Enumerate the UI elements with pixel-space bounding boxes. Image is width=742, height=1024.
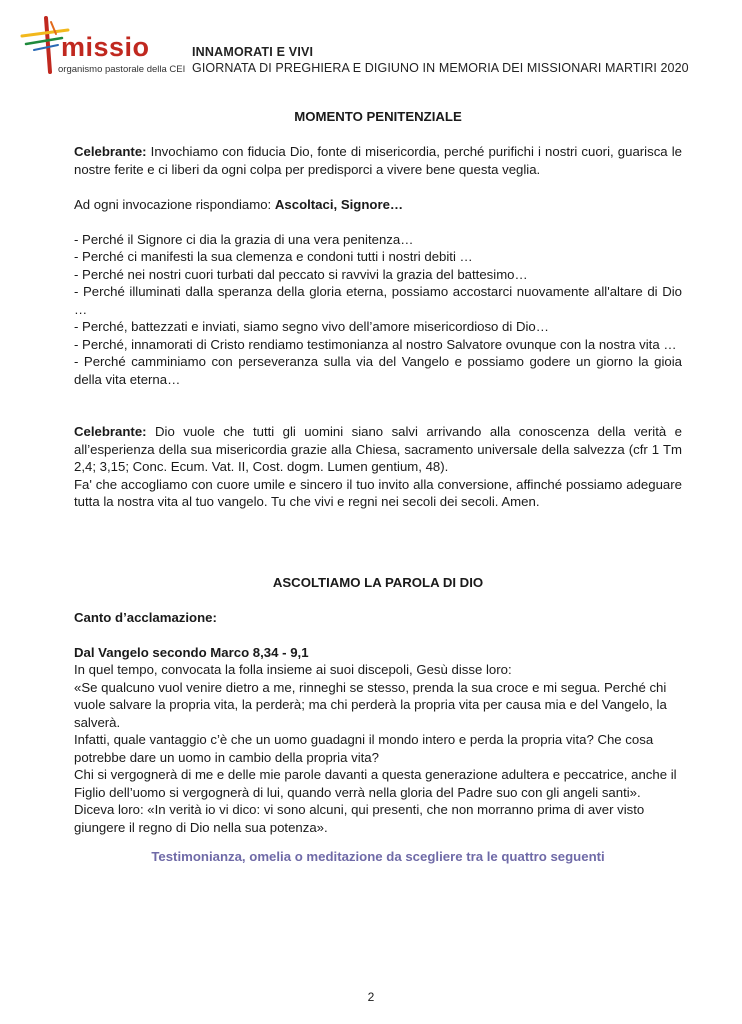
celebrant-text: Dio vuole che tutti gli uomini siano salvi arrivando alla conoscenza della verità e all’esperienza della sua misericordia grazie alla Chiesa, sacramento universale della salvezza (cfr 1 Tm 2,4; 3,15; Conc. Ecum. Vat. II, Cost. dogm. Lumen gentium, 48). — [74, 424, 682, 474]
page-number: 2 — [367, 990, 375, 1004]
response-line — [74, 196, 682, 214]
invocation-item: - Perché, battezzati e inviati, siamo segno vivo dell’amore misericordioso di Dio… — [74, 319, 549, 334]
celebrant-paragraph — [74, 143, 682, 178]
page-header — [18, 14, 728, 80]
invocation-item: - Perché il Signore ci dia la grazia di una vera penitenza… — [74, 231, 414, 247]
gospel-paragraph: Chi si vergognerà di me e delle mie parole davanti a questa generazione adultera e peccatrice, anche il Figlio dell’uomo si vergognerà di lui, quando verrà nella gloria del Padre suo con gli angeli santi». — [74, 767, 677, 800]
logo-subtitle: organismo pastorale della CEI — [58, 64, 186, 75]
gospel-paragraph: Diceva loro: «In verità io vi dico: vi sono alcuni, qui presenti, che non morranno prima di aver visto giungere il regno di Dio nella sua potenza». — [74, 802, 645, 835]
celebrant-text: Invochiamo con fiducia Dio, fonte di misericordia, perché purifichi i nostri cuori, guarisca le nostre ferite e ci liberi da ogni colpa per predisporci a vivere bene questa veglia. — [74, 144, 682, 177]
invocation-item: - Perché nei nostri cuori turbati dal peccato si ravvivi la grazia del battesimo… — [74, 266, 528, 282]
logo-wordmark: missio — [61, 32, 150, 62]
gospel-paragraph: Infatti, quale vantaggio c’è che un uomo guadagni il mondo intero e perda la propria vita? Che cosa potrebbe dare un uomo in cambio della propria vita? — [74, 732, 654, 765]
gospel-paragraph: In quel tempo, convocata la folla insieme ai suoi discepoli, Gesù disse loro: — [74, 662, 512, 677]
invocation-item: - Perché illuminati dalla speranza della gloria eterna, possiamo accostarci nuovamente all'altare di Dio … — [74, 284, 682, 317]
title-line-2: GIORNATA DI PREGHIERA E DIGIUNO IN MEMORIA DEI MISSIONARI MARTIRI 2020 — [192, 61, 689, 75]
gospel-paragraph: «Se qualcuno vuol venire dietro a me, rinneghi se stesso, prenda la sua croce e mi segua. Perché chi vuole salvare la propria vita, la perderà; ma chi perderà la propria vita per causa mia e del Vangelo, la salverà. — [74, 679, 667, 730]
title-line-1: INNAMORATI E VIVI — [192, 45, 314, 59]
response-text: Ascoltaci, Signore… — [274, 196, 404, 212]
page-content — [74, 108, 682, 866]
document-title — [192, 44, 689, 76]
celebrant-paragraph-2 — [74, 423, 682, 476]
prayer-paragraph: Fa' che accogliamo con cuore umile e sincero il tuo invito alla conversione, affinché possiamo adeguare tutta la nostra vita al tuo vangelo. Tu che vivi e regni nei secoli dei secoli. Amen. — [74, 476, 682, 509]
canto-label: Canto d’acclamazione: — [74, 609, 217, 625]
invocation-item: - Perché ci manifesti la sua clemenza e condoni tutti i nostri debiti … — [74, 249, 473, 264]
missio-logo — [18, 14, 188, 80]
testimonianza-note: Testimonianza, omelia o meditazione da scegliere tra le quattro seguenti — [151, 849, 605, 864]
response-intro: Ad ogni invocazione rispondiamo: — [74, 196, 272, 212]
section-heading-parola: ASCOLTIAMO LA PAROLA DI DIO — [272, 574, 484, 590]
section-heading-penitenziale: MOMENTO PENITENZIALE — [294, 109, 462, 124]
celebrant-label: Celebrante: — [74, 144, 147, 159]
gospel-reference: Dal Vangelo secondo Marco 8,34 - 9,1 — [74, 644, 309, 660]
invocation-item: - Perché camminiamo con perseveranza sulla via del Vangelo e possiamo godere un giorno la gioia della vita eterna… — [74, 354, 682, 387]
invocation-item: - Perché, innamorati di Cristo rendiamo testimonianza al nostro Salvatore ovunque con la nostra vita … — [74, 336, 677, 352]
celebrant-label: Celebrante: — [74, 424, 147, 439]
